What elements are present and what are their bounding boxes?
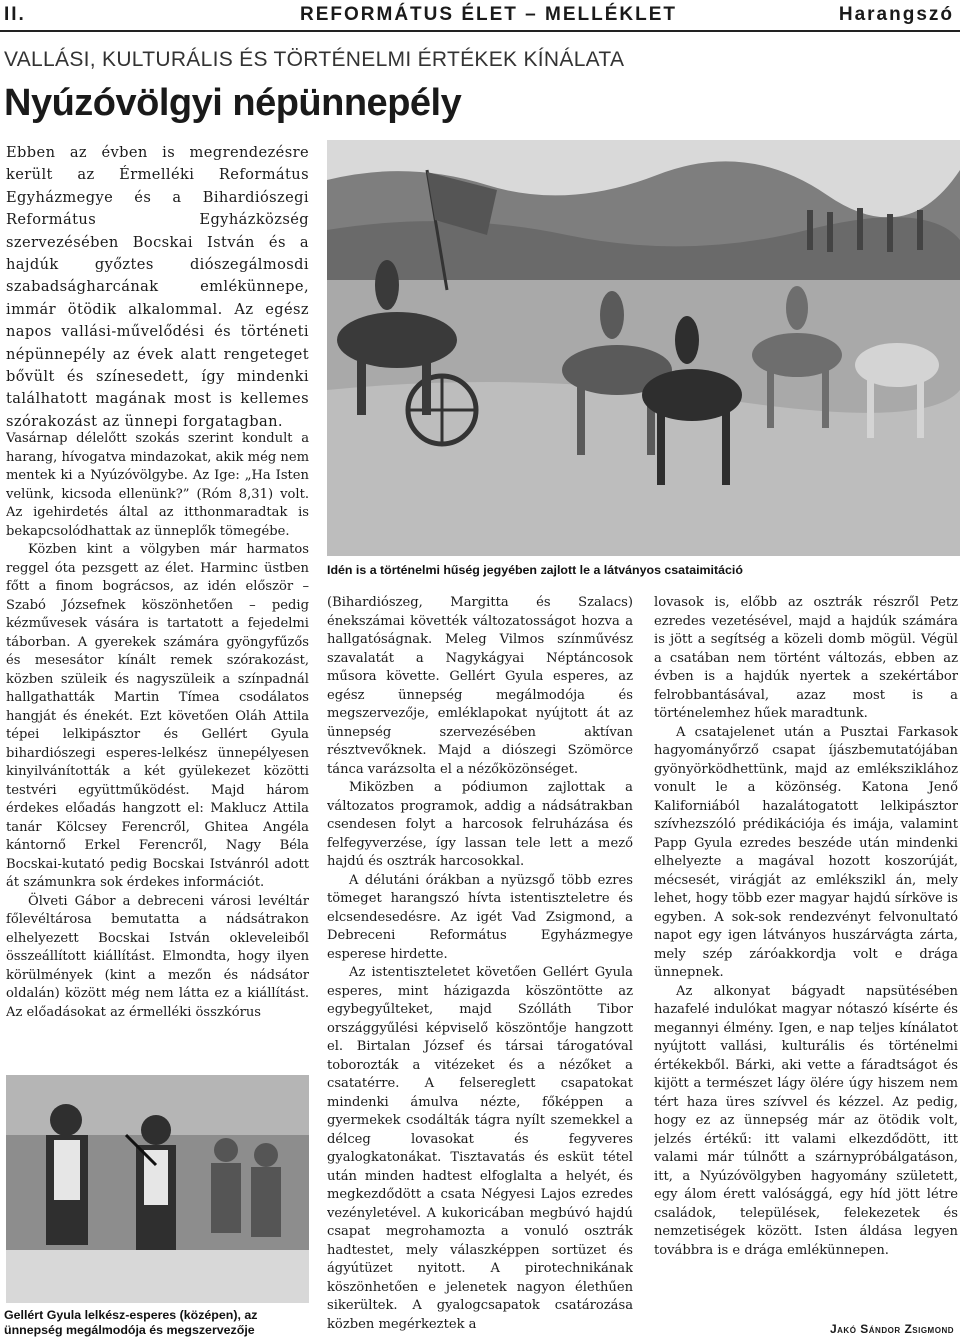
paragraph: Ölveti Gábor a debreceni városi levéltár főlevéltárosa bemutatta a nádsátrakon elhelyezett Bocskai István okleveleiből összeállított kiállítást. Elmondta, hogy ilyen körülmények (kint a mezőn és nádsátor oldalán) között még nem látta ez a kiállítást. Az előadásokat az érmelléki összkórus [6, 893, 309, 1020]
paragraph: Közben kint a völgyben már harmatos reggel óta pezsgett az élet. Harminc üstben főtt a finom bográcsos, az idén először – Szabó Józsefnek köszönhetően – pedig kézművesek vására is tartatott a fejedelmi táborban. A gyerekek számára gyöngyfűzős és mesesátor kínált remek szórakozást, közben szüleik és nagyszüleik a színpadnál hallgathatták Martin Tímea csodálatos hangját és énekét. Ezt követően Oláh Attila tépei lelkipásztor és Gellért Gyula bihardiószegi esperes-lelkész ünnepélyesen kinyilvánították a két gyülekezet közötti testvéri együttműködést. Majd három érdekes előadás hangzott el: Maklucz Attila tanár Kölcsey Ferencről, Ghitea Angéla kántornő Erkel Ferencről, Nagy Béla Bocskai-kutató pedig Bocskai Istvánról adott át számunkra sok érdekes információt. [6, 542, 309, 890]
lead-paragraph: Ebben az évben is megrendezésre került az Érmelléki Református Egyházmegye és a Bihardiószegi Református Egyházközség szervezésében Bocskai István és a hajdúk győztes diószegálmosdi szabadságharcának emlékünnepe, immár ötödik alkalommal. Az egész napos vallási-művelődési és történeti népünnepély az évek alatt rengeteget bővült és színesedett, így mindenki találhatott magának most is kellemes szórakozást az ünnepi forgatagban. [6, 144, 309, 430]
paragraph: A csatajelenet után a Pusztai Farkasok hagyományőrző csapat íjászbemutatójában gyönyörködhettünk, majd az emléksziklához vonult le a közönség. Katona Jenő Kaliforniából hazalátogatott lelkipásztor szívhezszóló prédikációja és imája, valamint Papp Gyula ezredes beszéde után mindenki elhelyezte a magával hozott koszorúját, mécsesét, virágját az emlékszikl án, mely lehet, hogy több ezer magyar hajdú sírköve is egyben. A sok-sok rendezvényt felvonultató napot egy igen látványos huszárvágta zárta, mely szép záróakkordja volt e drága ünnepnek. [654, 724, 958, 980]
section-title: Harangszó [838, 4, 954, 25]
battle-photo-illustration [327, 140, 960, 556]
article-headline: Nyúzóvölgyi népünnepély [4, 82, 462, 124]
small-photo-caption: Gellért Gyula lelkész-esperes (középen), az ünnepség megálmodója és megszervezője [4, 1308, 258, 1337]
paragraph: Vasárnap délelőtt szokás szerint kondult a harang, hívogatva mindazokat, akik még nem mentek ki a Nyúzóvölgybe. Az Ige: „Ha Isten velünk, kicsoda ellenünk?” (Róm 8,31) volt. Az igehirdetés által az itthonmaradtak is bekapcsolódhattak az ünneplők tömegébe. [6, 431, 309, 539]
paragraph: Miközben a pódiumon zajlottak a változatos programok, addig a nádsátrakban csendesen folyt a harcosok felruházása és felfegyverzése, így lassan tele lett a mező hajdú és osztrák harcosokkal. [327, 780, 633, 869]
page-header [0, 0, 960, 32]
paragraph: Az alkonyat bágyadt napsütésében hazafelé indulókat magyar nótaszó kísérte és megannyi élmény. Igen, e nap teljes kínálatot nyújtott vallási, kulturális és történelmi értékekből. Bárki, aki vette a fáradtságot és kijött a természet lágy ölére úgy hiszem nem tért haza üres szívvel és kézzel. Az pedig, hogy ez az ünnepség már az ötödik volt, jelzés értékű: itt valami elkezdődött, itt valami már túlnőtt a szárnypróbálgatáson, itt, a Nyúzóvölgyben hagyomány született, egy álom érett valósággá, egy híd jött létre családok, települések, felekezetek és nemzetiségek között. Isten áldása legyen továbbra is e drága emlékünnepen. [654, 983, 958, 1258]
main-photo-caption: Idén is a történelmi hűség jegyében zajlott le a látványos csataimitáció [327, 563, 743, 577]
speaker-photo-illustration [6, 1075, 309, 1303]
kicker: VALLÁSI, KULTURÁLIS ÉS TÖRTÉNELMI ÉRTÉKEK KÍNÁLATA [4, 48, 625, 71]
paragraph: Az istentiszteletet követően Gellért Gyula esperes, mint házigazda köszöntötte az egybegyűlteket, majd Szólláth Tibor országgyűlési képviselő köszöntője hangzott el. Birtalan József és társai tárogatóval toborozták a vitézeket és a nézőket a csatatérre. A felsereglett csapatokat mindenki ámulva nézte, főképpen a gyermekek csodálták tágra nyílt szemekkel a délceg lovasokat és fegyveres gyalogkatonákat. Tisztavatás és esküt tétel után minden hadtest elfoglalta a helyét, és megkezdődött a csata Négyesi Lajos ezredes vezényletével. A kukoricában megbúvó hajdú csapat megrohamozta a vonuló osztrák hadtestet, mely válaszképpen sortüzet és ágyútüzet nyitott. A pirotechnikának köszönhetően e jelenetek nagyon élethűen sikerültek. A gyalogcsapatok csatározása közben megérkeztek a [327, 965, 633, 1332]
column-2 [327, 594, 633, 1340]
paragraph: A délutáni órákban a nyüzsgő több ezres tömeget harangszó hívta istentiszteletre és elcsendesedésre. Az igét Vad Zsigmond, a Debreceni Református Egyházmegye esperese hirdette. [327, 872, 633, 962]
column-3 [654, 594, 958, 1314]
running-title: REFORMÁTUS ÉLET – MELLÉKLET [300, 4, 677, 25]
paragraph: lovasok is, előbb az osztrák részről Petz ezredes vezetésével, majd a hajdúk számára is jött a segítség a közeli domb mögül. Végül a csatában nem történt változás, ebben az évben is a hajdúk nyertek a szekértábor felrobbantásával, azaz most is a történelemhez hűek maradtunk. [654, 595, 958, 721]
battle-reenactment-photo [327, 140, 960, 556]
author-byline: Jakó Sándor Zsigmond [829, 1322, 954, 1336]
page-number: II. [4, 4, 26, 25]
column-1 [6, 430, 309, 1060]
speaker-photo [6, 1075, 309, 1303]
paragraph: (Bihardiószeg, Margitta és Szalacs) énekszámai követték változatosságot hozva a hallgatóságnak. Meleg Vilmos színművész szavalatát a Nagykágyai Néptáncosok műsora követte. Gellért Gyula esperes, az egész ünnepség megálmodója és megszervezője, emléklapokat nyújtott át az ünnepség szervezésében aktívan résztvevőknek. Majd a diószegi Szömörce tánca varázsolta el a nézőközönséget. [327, 595, 633, 777]
